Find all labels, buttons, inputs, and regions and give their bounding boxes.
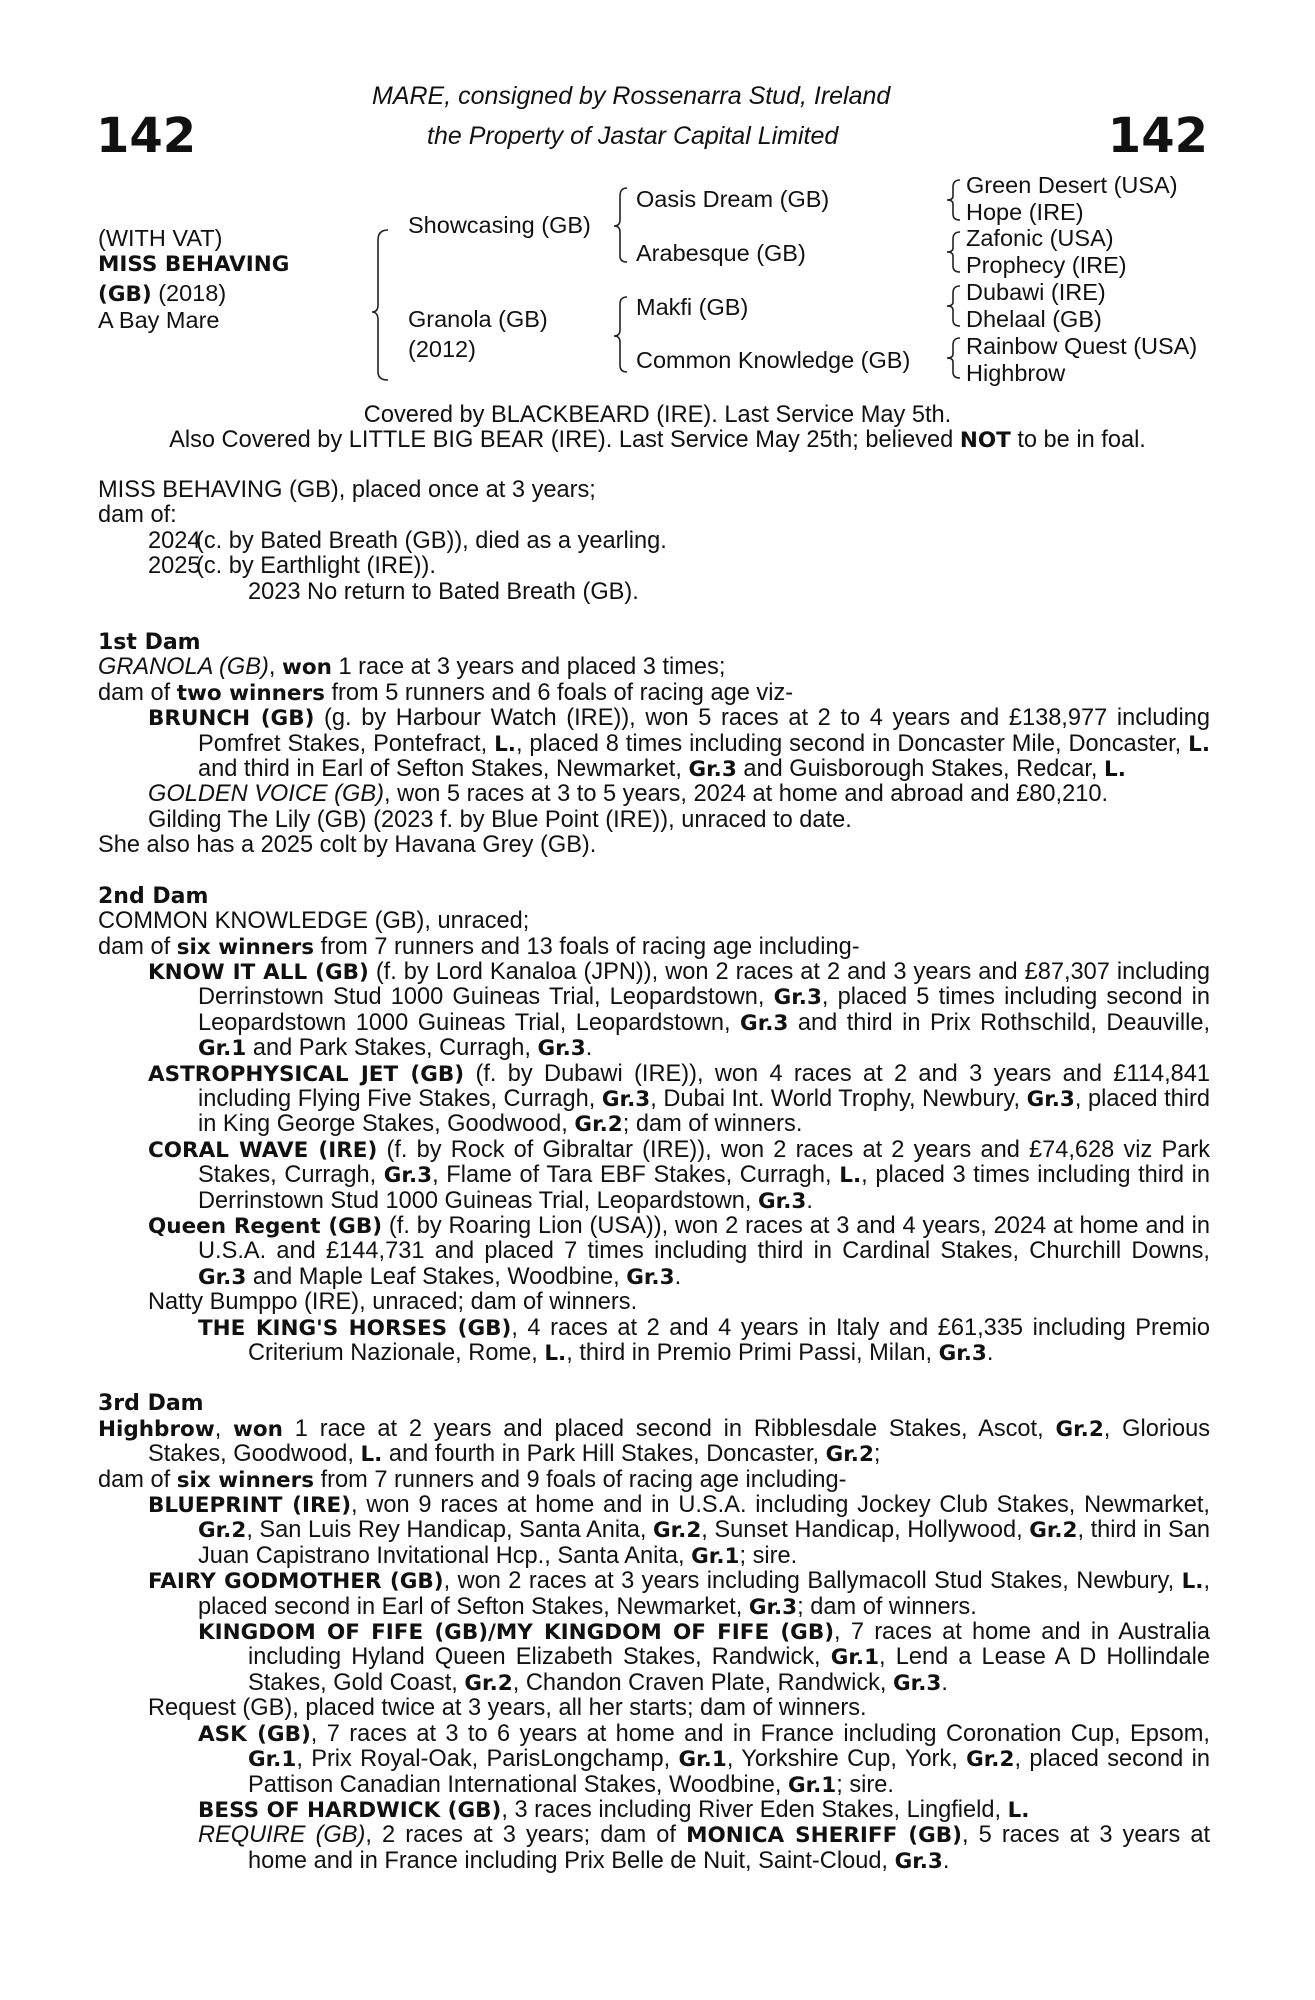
pedigree-gen4-7: Rainbow Quest (USA) [966,333,1198,359]
entry-request: Request (GB), placed twice at 3 years, all her starts; dam of winners. [148,1695,867,1722]
catalogue-body [98,478,1210,1874]
pedigree-sire: Showcasing (GB) [408,212,591,238]
also-covered-line: Also Covered by LITTLE BIG BEAR (IRE). Last Service May 25th; believed NOT to be in foal. [169,427,1146,453]
produce-foal-1: 2024 (c. by Bated Breath (GB)), died as a yearling. [148,527,667,554]
horse-description: A Bay Mare [98,307,220,333]
first-dam-record: dam of two winners from 5 runners and 6 foals of racing age viz- [98,679,794,706]
produce-foal-2: 2025 (c. by Earthlight (IRE)). [148,553,436,580]
pedigree-gen3-4: Common Knowledge (GB) [636,347,911,373]
consignor-line: MARE, consigned by Rossenarra Stud, Ireland [372,82,891,110]
lot-number-left: 142 [96,108,197,164]
brace-dam [614,297,627,372]
entry-natty-bumppo: Natty Bumppo (IRE), unraced; dam of winners. [148,1289,638,1316]
entry-know-it-all: KNOW IT ALL (GB) (f. by Lord Kanaloa (JPN)), won 2 races at 2 and 3 years and £87,307 including Derrinstown Stud 1000 Guineas Trial, Leopardstown, Gr.3, placed 5 times including second in Leopardstown 1000 Guineas Trial, Leopardstown, Gr.3 and third in Prix Rothschild, Deauville, Gr.1 and Park Stakes, Curragh, Gr.3. [148,958,1211,1062]
pedigree-gen4-1: Green Desert (USA) [966,172,1178,198]
brace-main [372,230,388,380]
pedigree-gen4-5: Dubawi (IRE) [966,279,1106,305]
property-line: the Property of Jastar Capital Limited [427,122,839,150]
entry-queen-regent: Queen Regent (GB) (f. by Roaring Lion (USA)), won 2 races at 3 and 4 years, 2024 at home and in U.S.A. and £144,731 and placed 7 times including third in Cardinal Stakes, Churchill Downs, Gr.3 and Maple Leaf Stakes, Woodbine, Gr.3. [148,1212,1211,1290]
produce-dam-of: dam of: [98,502,177,529]
produce-intro: MISS BEHAVING (GB), placed once at 3 years; [98,477,596,503]
entry-require: REQUIRE (GB), 2 races at 3 years; dam of MONICA SHERIFF (GB), 5 races at 3 years at home and in France including Prix Belle de Nuit, Saint-Cloud, Gr.3. [198,1822,1211,1874]
pedigree-gen4-6: Dhelaal (GB) [966,306,1102,332]
lot-number-right: 142 [1107,108,1208,164]
second-dam-heading: 2nd Dam [98,883,209,909]
pedigree-gen4-8: Highbrow [966,360,1066,386]
pedigree-gen4-3: Zafonic (USA) [966,225,1114,251]
entry-bess-of-hardwick: BESS OF HARDWICK (GB), 3 races including River Eden Stakes, Lingfield, L. [198,1796,1030,1823]
entry-astrophysical-jet: ASTROPHYSICAL JET (GB) (f. by Dubawi (IRE)), won 4 races at 2 and 3 years and £114,841 including Flying Five Stakes, Curragh, Gr.3, Dubai Int. World Trophy, Newbury, Gr.3, placed third in King George Stakes, Goodwood, Gr.2; dam of winners. [148,1060,1210,1138]
horse-name-text: MISS BEHAVING [98,252,290,277]
third-dam-heading: 3rd Dam [98,1391,204,1417]
first-dam-colt: She also has a 2025 colt by Havana Grey (GB). [98,832,597,859]
second-dam-summary: COMMON KNOWLEDGE (GB), unraced; [98,908,530,935]
entry-coral-wave: CORAL WAVE (IRE) (f. by Rock of Gibraltar (IRE)), won 2 races at 2 years and £74,628 viz Park Stakes, Curragh, Gr.3, Flame of Tara EBF Stakes, Curragh, L., placed 3 times including third in Derrinstown Stud 1000 Guineas Trial, Leopardstown, Gr.3. [148,1136,1210,1214]
entry-blueprint: BLUEPRINT (IRE), won 9 races at home and in U.S.A. including Jockey Club Stakes, Newmarket, Gr.2, San Luis Rey Handicap, Santa Anita, Gr.2, Sunset Handicap, Hollywood, Gr.2, third in San Juan Capistrano Invitational Hcp., Santa Anita, Gr.1; sire. [148,1492,1210,1569]
first-dam-heading: 1st Dam [98,630,201,656]
entry-golden-voice: GOLDEN VOICE (GB), won 5 races at 3 to 5 years, 2024 at home and abroad and £80,210. [148,781,1109,808]
pedigree-gen3-3: Makfi (GB) [636,294,749,320]
not-emphasis: NOT [959,428,1011,453]
entry-gilding: Gilding The Lily (GB) (2023 f. by Blue Point (IRE)), unraced to date. [148,806,852,833]
pedigree-gen4-4: Prophecy (IRE) [966,252,1127,278]
entry-kings-horses: THE KING'S HORSES (GB), 4 races at 2 and 4 years in Italy and £61,335 including Premio Criterium Nazionale, Rome, L., third in Premio Primi Passi, Milan, Gr.3. [198,1314,1210,1366]
third-dam-record: dam of six winners from 7 runners and 9 foals of racing age including- [98,1466,847,1493]
entry-kingdom-of-fife: KINGDOM OF FIFE (GB)/MY KINGDOM OF FIFE (GB), 7 races at home and in Australia including Hyland Queen Elizabeth Stakes, Randwick, Gr.1, Lend a Lease A D Hollindale Stakes, Gold Coast, Gr.2, Chandon Craven Plate, Randwick, Gr.3. [198,1619,1210,1696]
vat-label: (WITH VAT) [98,225,223,251]
pedigree-dam: Granola (GB) [408,306,548,332]
produce-no-return: 2023 No return to Bated Breath (GB). [248,578,639,605]
brace-sire [614,188,627,262]
pedigree-gen3-2: Arabesque (GB) [636,240,806,266]
entry-brunch: BRUNCH (GB) (g. by Harbour Watch (IRE)), won 5 races at 2 to 4 years and £138,977 including Pomfret Stakes, Pontefract, L., placed 8 times including second in Doncaster Mile, Doncaster, L. and third in Earl of Sefton Stakes, Newmarket, Gr.3 and Guisborough Stakes, Redcar, L. [148,705,1210,783]
third-dam-summary: Highbrow, won 1 race at 2 years and placed second in Ribblesdale Stakes, Ascot, Gr.2, Glorious Stakes, Goodwood, L. and fourth in Park Hill Stakes, Doncaster, Gr.2; [98,1415,1210,1468]
pedigree-gen4-2: Hope (IRE) [966,199,1084,225]
entry-ask: ASK (GB), 7 races at 3 to 6 years at home and in France including Coronation Cup, Epsom, Gr.1, Prix Royal-Oak, ParisLongchamp, Gr.1, Yorkshire Cup, York, Gr.2, placed second in Pattison Canadian International Stakes, Woodbine, Gr.1; sire. [198,1720,1210,1798]
covered-line: Covered by BLACKBEARD (IRE). Last Service May 5th. [363,402,952,428]
first-dam-summary: GRANOLA (GB), won 1 race at 3 years and placed 3 times; [98,654,726,681]
pedigree-gen3-1: Oasis Dream (GB) [636,186,830,212]
second-dam-record: dam of six winners from 7 runners and 13 foals of racing age including- [98,933,860,960]
pedigree-dam-year: (2012) [408,336,476,362]
entry-fairy-godmother: FAIRY GODMOTHER (GB), won 2 races at 3 years including Ballymacoll Stud Stakes, Newbury, L., placed second in Earl of Sefton Stakes, Newmarket, Gr.3; dam of winners. [148,1568,1210,1620]
horse-country: (GB) [98,282,152,307]
horse-year: (2018) [151,280,227,306]
